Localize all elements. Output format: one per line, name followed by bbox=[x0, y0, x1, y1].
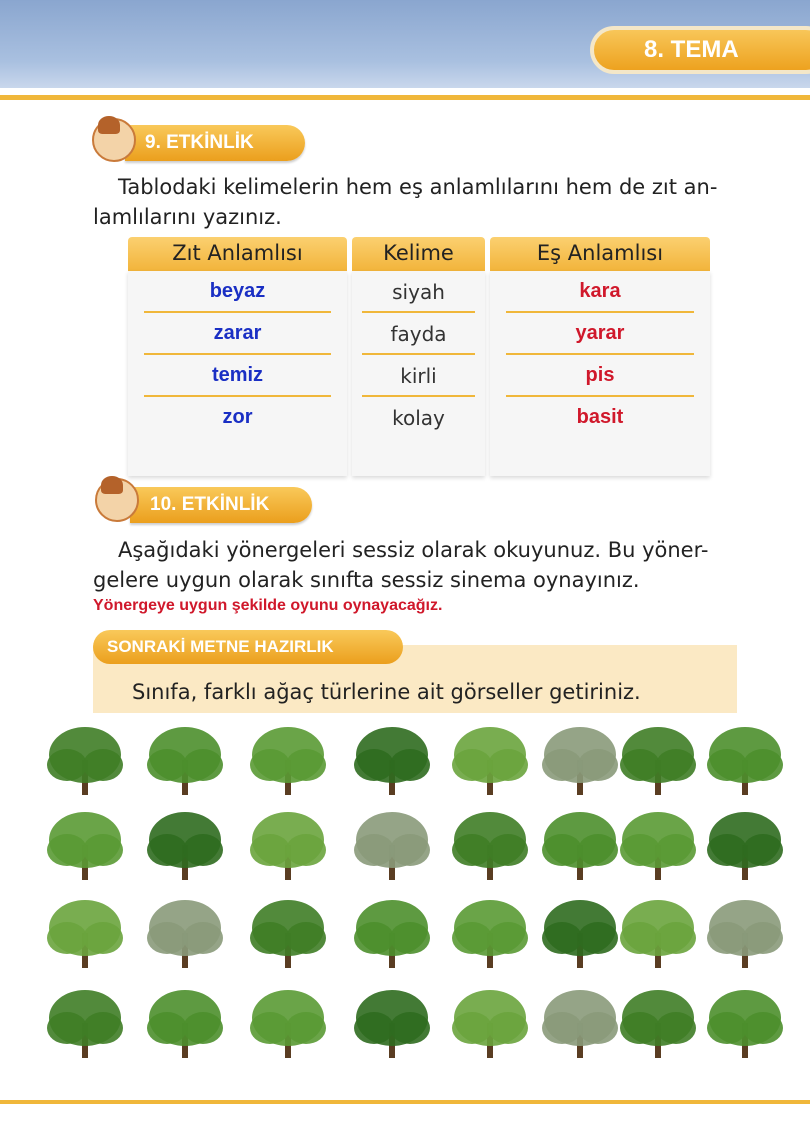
activity-9-instruction: Tablodaki kelimelerin hem eş anlamlılarını hem de zıt an- bbox=[118, 175, 718, 199]
header-word: Kelime bbox=[352, 237, 485, 271]
tree-icon bbox=[147, 900, 223, 968]
tree-icon bbox=[707, 727, 783, 795]
synonym-cell: yarar bbox=[506, 313, 694, 355]
tree-icon bbox=[620, 900, 696, 968]
tree-icon bbox=[354, 812, 430, 880]
word-cell: fayda bbox=[362, 313, 475, 355]
word-cell: kirli bbox=[362, 355, 475, 397]
tree-icon bbox=[250, 990, 326, 1058]
tree-icon bbox=[542, 812, 618, 880]
tree-icon bbox=[354, 900, 430, 968]
tree-icon bbox=[542, 990, 618, 1058]
tree-icon bbox=[452, 990, 528, 1058]
tree-icon bbox=[250, 727, 326, 795]
theme-badge: 8. TEMA bbox=[590, 26, 810, 74]
activity-10-line-2: gelere uygun olarak sınıfta sessiz sinema oynayınız. bbox=[93, 568, 640, 592]
activity-9-instruction-2: lamlılarını yazınız. bbox=[93, 205, 282, 229]
tree-icon bbox=[707, 990, 783, 1058]
tree-icon bbox=[250, 900, 326, 968]
tree-icon bbox=[47, 990, 123, 1058]
tree-icon bbox=[452, 727, 528, 795]
column-word bbox=[352, 237, 485, 476]
tree-icon bbox=[147, 727, 223, 795]
tree-images bbox=[20, 715, 810, 1085]
header-synonym: Eş Anlamlısı bbox=[490, 237, 710, 271]
tree-icon bbox=[354, 990, 430, 1058]
tree-icon bbox=[147, 990, 223, 1058]
activity-10-line-1: Aşağıdaki yönergeleri sessiz olarak okuyunuz. Bu yöner- bbox=[118, 538, 709, 562]
synonym-cell: kara bbox=[506, 271, 694, 313]
footer-divider bbox=[0, 1100, 810, 1104]
prep-text: Sınıfa, farklı ağaç türlerine ait görseller getiriniz. bbox=[132, 680, 641, 704]
header-divider bbox=[0, 95, 810, 100]
tree-icon bbox=[354, 727, 430, 795]
activity-10-answer: Yönergeye uygun şekilde oyunu oynayacağız. bbox=[93, 597, 443, 614]
girl-mascot-icon bbox=[92, 118, 136, 162]
prep-title: SONRAKİ METNE HAZIRLIK bbox=[93, 630, 403, 664]
tree-icon bbox=[147, 812, 223, 880]
synonym-cell: basit bbox=[576, 406, 624, 428]
word-cell: kolay bbox=[392, 406, 445, 430]
tree-icon bbox=[620, 727, 696, 795]
tree-icon bbox=[452, 900, 528, 968]
column-antonym bbox=[128, 237, 347, 476]
antonym-cell: zarar bbox=[144, 313, 331, 355]
antonym-cell: beyaz bbox=[144, 271, 331, 313]
tree-icon bbox=[707, 812, 783, 880]
tree-icon bbox=[47, 727, 123, 795]
activity-10-title: 10. ETKİNLİK bbox=[130, 487, 312, 523]
tree-icon bbox=[47, 900, 123, 968]
tree-icon bbox=[542, 727, 618, 795]
girl-reading-mascot-icon bbox=[95, 478, 139, 522]
tree-icon bbox=[542, 900, 618, 968]
tree-icon bbox=[47, 812, 123, 880]
word-cell: siyah bbox=[362, 271, 475, 313]
header-antonym: Zıt Anlamlısı bbox=[128, 237, 347, 271]
column-synonym bbox=[490, 237, 710, 476]
tree-icon bbox=[250, 812, 326, 880]
antonym-cell: zor bbox=[222, 406, 253, 428]
tree-icon bbox=[620, 990, 696, 1058]
tree-icon bbox=[620, 812, 696, 880]
synonym-cell: pis bbox=[506, 355, 694, 397]
activity-9-title: 9. ETKİNLİK bbox=[125, 125, 305, 161]
tree-icon bbox=[452, 812, 528, 880]
tree-icon bbox=[707, 900, 783, 968]
antonym-cell: temiz bbox=[144, 355, 331, 397]
